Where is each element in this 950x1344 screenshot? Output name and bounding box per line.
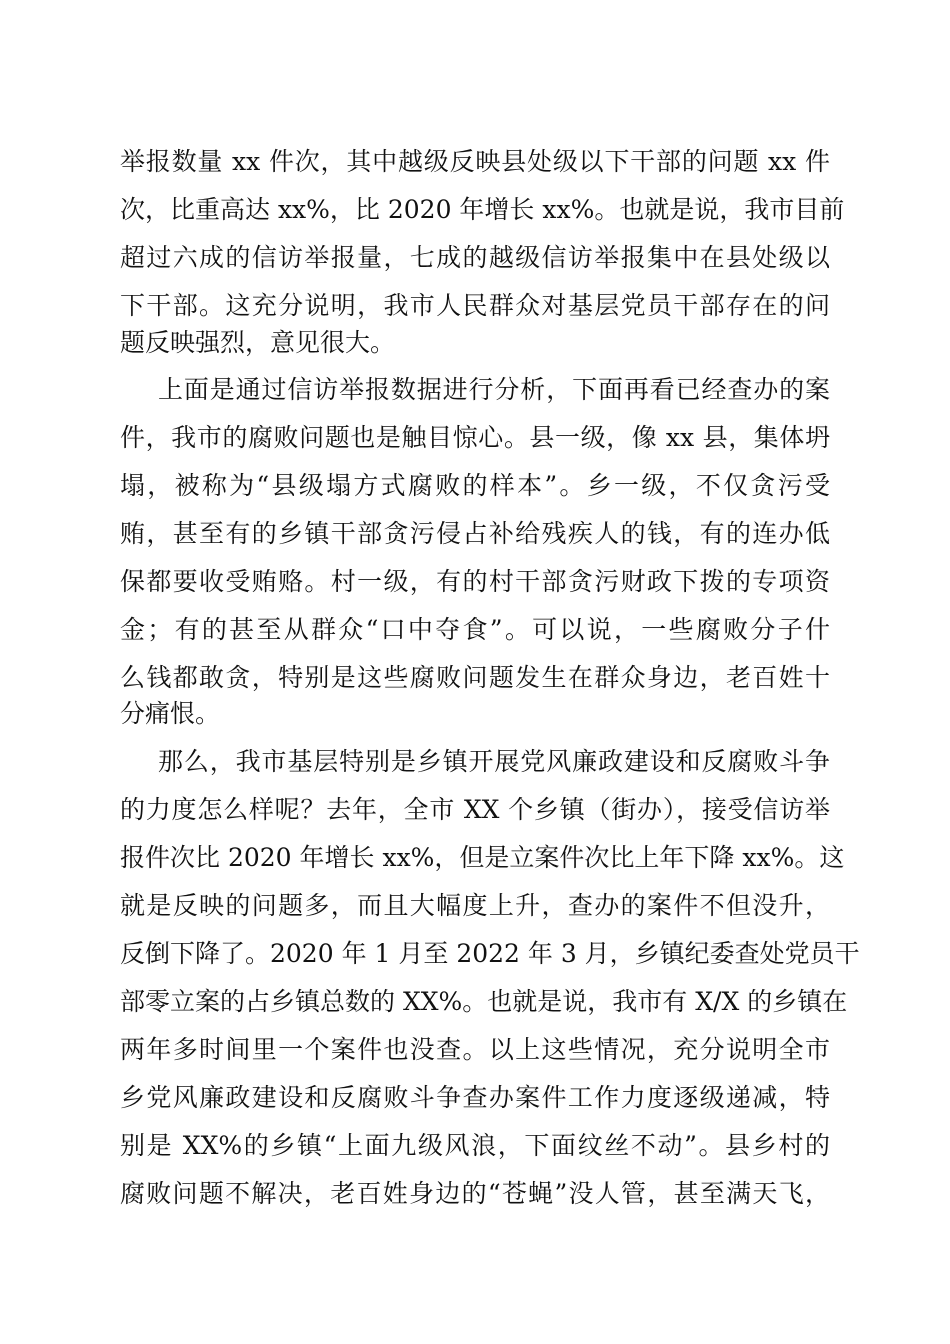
paragraph-2-line-5: 保都要收受贿赂。村一级，有的村干部贪污财政下拨的专项资 [120,567,830,596]
paragraph-2-line-7: 么钱都敢贪，特别是这些腐败问题发生在群众身边，老百姓十 [120,663,830,692]
paragraph-1-line-2: 次，比重高达 xx%，比 2020 年增长 xx%。也就是说，我市目前 [120,195,845,224]
paragraph-3-line-4: 就是反映的问题多，而且大幅度上升，查办的案件不但没升， [120,891,830,920]
paragraph-3-line-10: 腐败问题不解决，老百姓身边的“苍蝇”没人管，甚至满天飞， [120,1179,830,1208]
paragraph-2-line-4: 贿，甚至有的乡镇干部贪污侵占补给残疾人的钱，有的连办低 [120,519,830,548]
paragraph-3-line-2: 的力度怎么样呢？去年，全市 XX 个乡镇（街办），接受信访举 [120,795,830,824]
paragraph-3-line-3: 报件次比 2020 年增长 xx%，但是立案件次比上年下降 xx%。这 [120,843,845,872]
paragraph-1-line-1: 举报数量 xx 件次，其中越级反映县处级以下干部的问题 xx 件 [120,147,830,176]
paragraph-2-line-8: 分痛恨。 [120,699,221,728]
paragraph-3-line-1: 那么，我市基层特别是乡镇开展党风廉政建设和反腐败斗争 [158,747,830,776]
paragraph-3-line-6: 部零立案的占乡镇总数的 XX%。也就是说，我市有 X/X 的乡镇在 [120,987,848,1016]
paragraph-3-line-8: 乡党风廉政建设和反腐败斗争查办案件工作力度逐级递减，特 [120,1083,830,1112]
paragraph-2-line-1: 上面是通过信访举报数据进行分析，下面再看已经查办的案 [158,375,830,404]
paragraph-2-line-2: 件，我市的腐败问题也是触目惊心。县一级，像 xx 县，集体坍 [120,423,830,452]
paragraph-2-line-3: 塌，被称为“县级塌方式腐败的样本”。乡一级，不仅贪污受 [120,471,830,500]
paragraph-1-line-3: 超过六成的信访举报量，七成的越级信访举报集中在县处级以 [120,243,830,272]
paragraph-3-line-9: 别是 XX%的乡镇“上面九级风浪，下面纹丝不动”。县乡村的 [120,1131,830,1160]
paragraph-3-line-5: 反倒下降了。2020 年 1 月至 2022 年 3 月，乡镇纪委查处党员干 [120,939,860,968]
paragraph-3-line-7: 两年多时间里一个案件也没查。以上这些情况，充分说明全市 [120,1035,830,1064]
paragraph-1-line-4: 下干部。这充分说明，我市人民群众对基层党员干部存在的问 [120,291,830,320]
paragraph-2-line-6: 金；有的甚至从群众“口中夺食”。可以说，一些腐败分子什 [120,615,830,644]
paragraph-1-line-5: 题反映强烈，意见很大。 [120,328,396,357]
